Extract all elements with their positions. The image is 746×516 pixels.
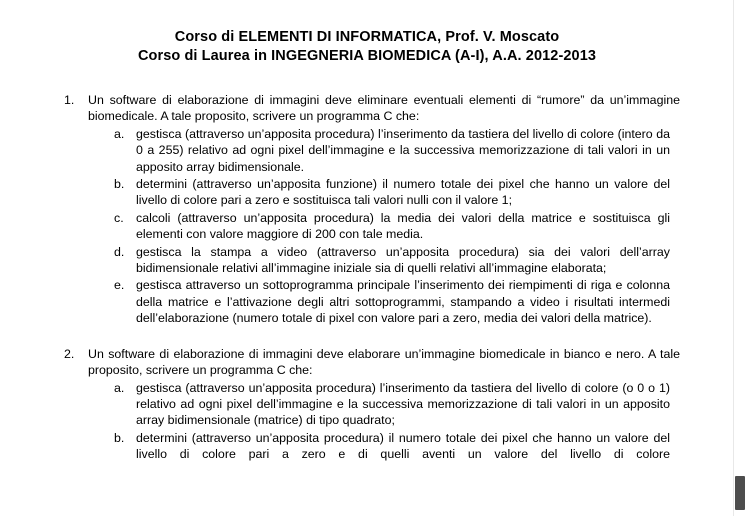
sublist-text: determini (attraverso un’apposita procedura) il numero totale dei pixel che hanno un valore del livello di colore pari a zero e di quelli aventi un valore del livello di colore <box>136 430 670 462</box>
title-spacer <box>46 66 688 92</box>
list-item <box>114 176 688 209</box>
scrollbar-thumb[interactable] <box>735 476 745 510</box>
exercise-item <box>46 346 688 463</box>
list-item <box>114 210 688 243</box>
sublist-text: gestisca la stampa a video (attraverso un’apposita procedura) sia dei valori dell’array bidimensionale relativi all’immagine iniziale sia di quelli relativi all’immagine elaborata; <box>136 244 670 276</box>
document-title-line-1: Corso di ELEMENTI DI INFORMATICA, Prof. V. Moscato <box>174 29 560 45</box>
exercise-text: Un software di elaborazione di immagini deve eliminare eventuali elementi di “rumore” da un’immagine biomedicale. A tale proposito, scrivere un programma C che: <box>88 93 680 124</box>
exercise-number: 1. <box>64 93 75 107</box>
sublist-letter: a. <box>114 380 125 395</box>
sublist-letter: b. <box>114 430 125 445</box>
list-item <box>114 430 688 463</box>
exercise-heading <box>46 92 688 125</box>
exercise-item <box>46 92 688 327</box>
document-title-line-2: Corso di Laurea in INGEGNERIA BIOMEDICA (A-I), A.A. 2012-2013 <box>137 48 597 64</box>
sublist-letter: c. <box>114 210 124 225</box>
sublist-letter: e. <box>114 278 125 293</box>
list-item <box>114 126 688 175</box>
sublist-text: calcoli (attraverso un’apposita procedura) la media dei valori della matrice e sostituisca gli elementi con valore maggiore di 200 con tale media. <box>136 210 670 242</box>
list-item <box>114 380 688 429</box>
exercise-heading <box>46 346 688 379</box>
sublist-text: gestisca attraverso un sottoprogramma principale l’inserimento dei riempimenti di riga e colonna della matrice e l’attivazione degli altri sottoprogrammi, stampando a video i risultati intermedi dell’elaborazione (numero totale di pixel con valore pari a zero, media dei valori della matrice). <box>136 278 670 326</box>
exercise-sublist <box>46 126 688 327</box>
exercise-text: Un software di elaborazione di immagini deve elaborare un’immagine biomedicale in bianco e nero. A tale proposito, scrivere un programma C che: <box>88 346 680 378</box>
sublist-text: gestisca (attraverso un’apposita procedura) l’inserimento da tastiera del livello di colore (o 0 o 1) relativo ad ogni pixel dell’immagine e la successiva memorizzazione di tali valori in un apposito array bidimensionale (matrice) di tipo quadrato; <box>136 380 670 428</box>
exercise-sublist <box>46 380 688 463</box>
list-item <box>114 277 688 326</box>
sublist-letter: a. <box>114 126 125 141</box>
sublist-text: gestisca (attraverso un’apposita procedura) l’inserimento da tastiera del livello di colore (intero da 0 a 255) relativo ad ogni pixel dell’immagine e la successiva memorizzazione di tali valori in un apposito array bidimensionale. <box>136 126 670 174</box>
exercise-number: 2. <box>64 346 75 361</box>
list-item <box>114 244 688 277</box>
sublist-letter: b. <box>114 177 125 192</box>
sublist-letter: d. <box>114 244 125 259</box>
vertical-scrollbar[interactable] <box>733 0 746 516</box>
sublist-text: determini (attraverso un’apposita funzione) il numero totale dei pixel che hanno un valore del livello di colore pari a zero e sostituisca tali valori nulli con il valore 1; <box>136 177 670 208</box>
